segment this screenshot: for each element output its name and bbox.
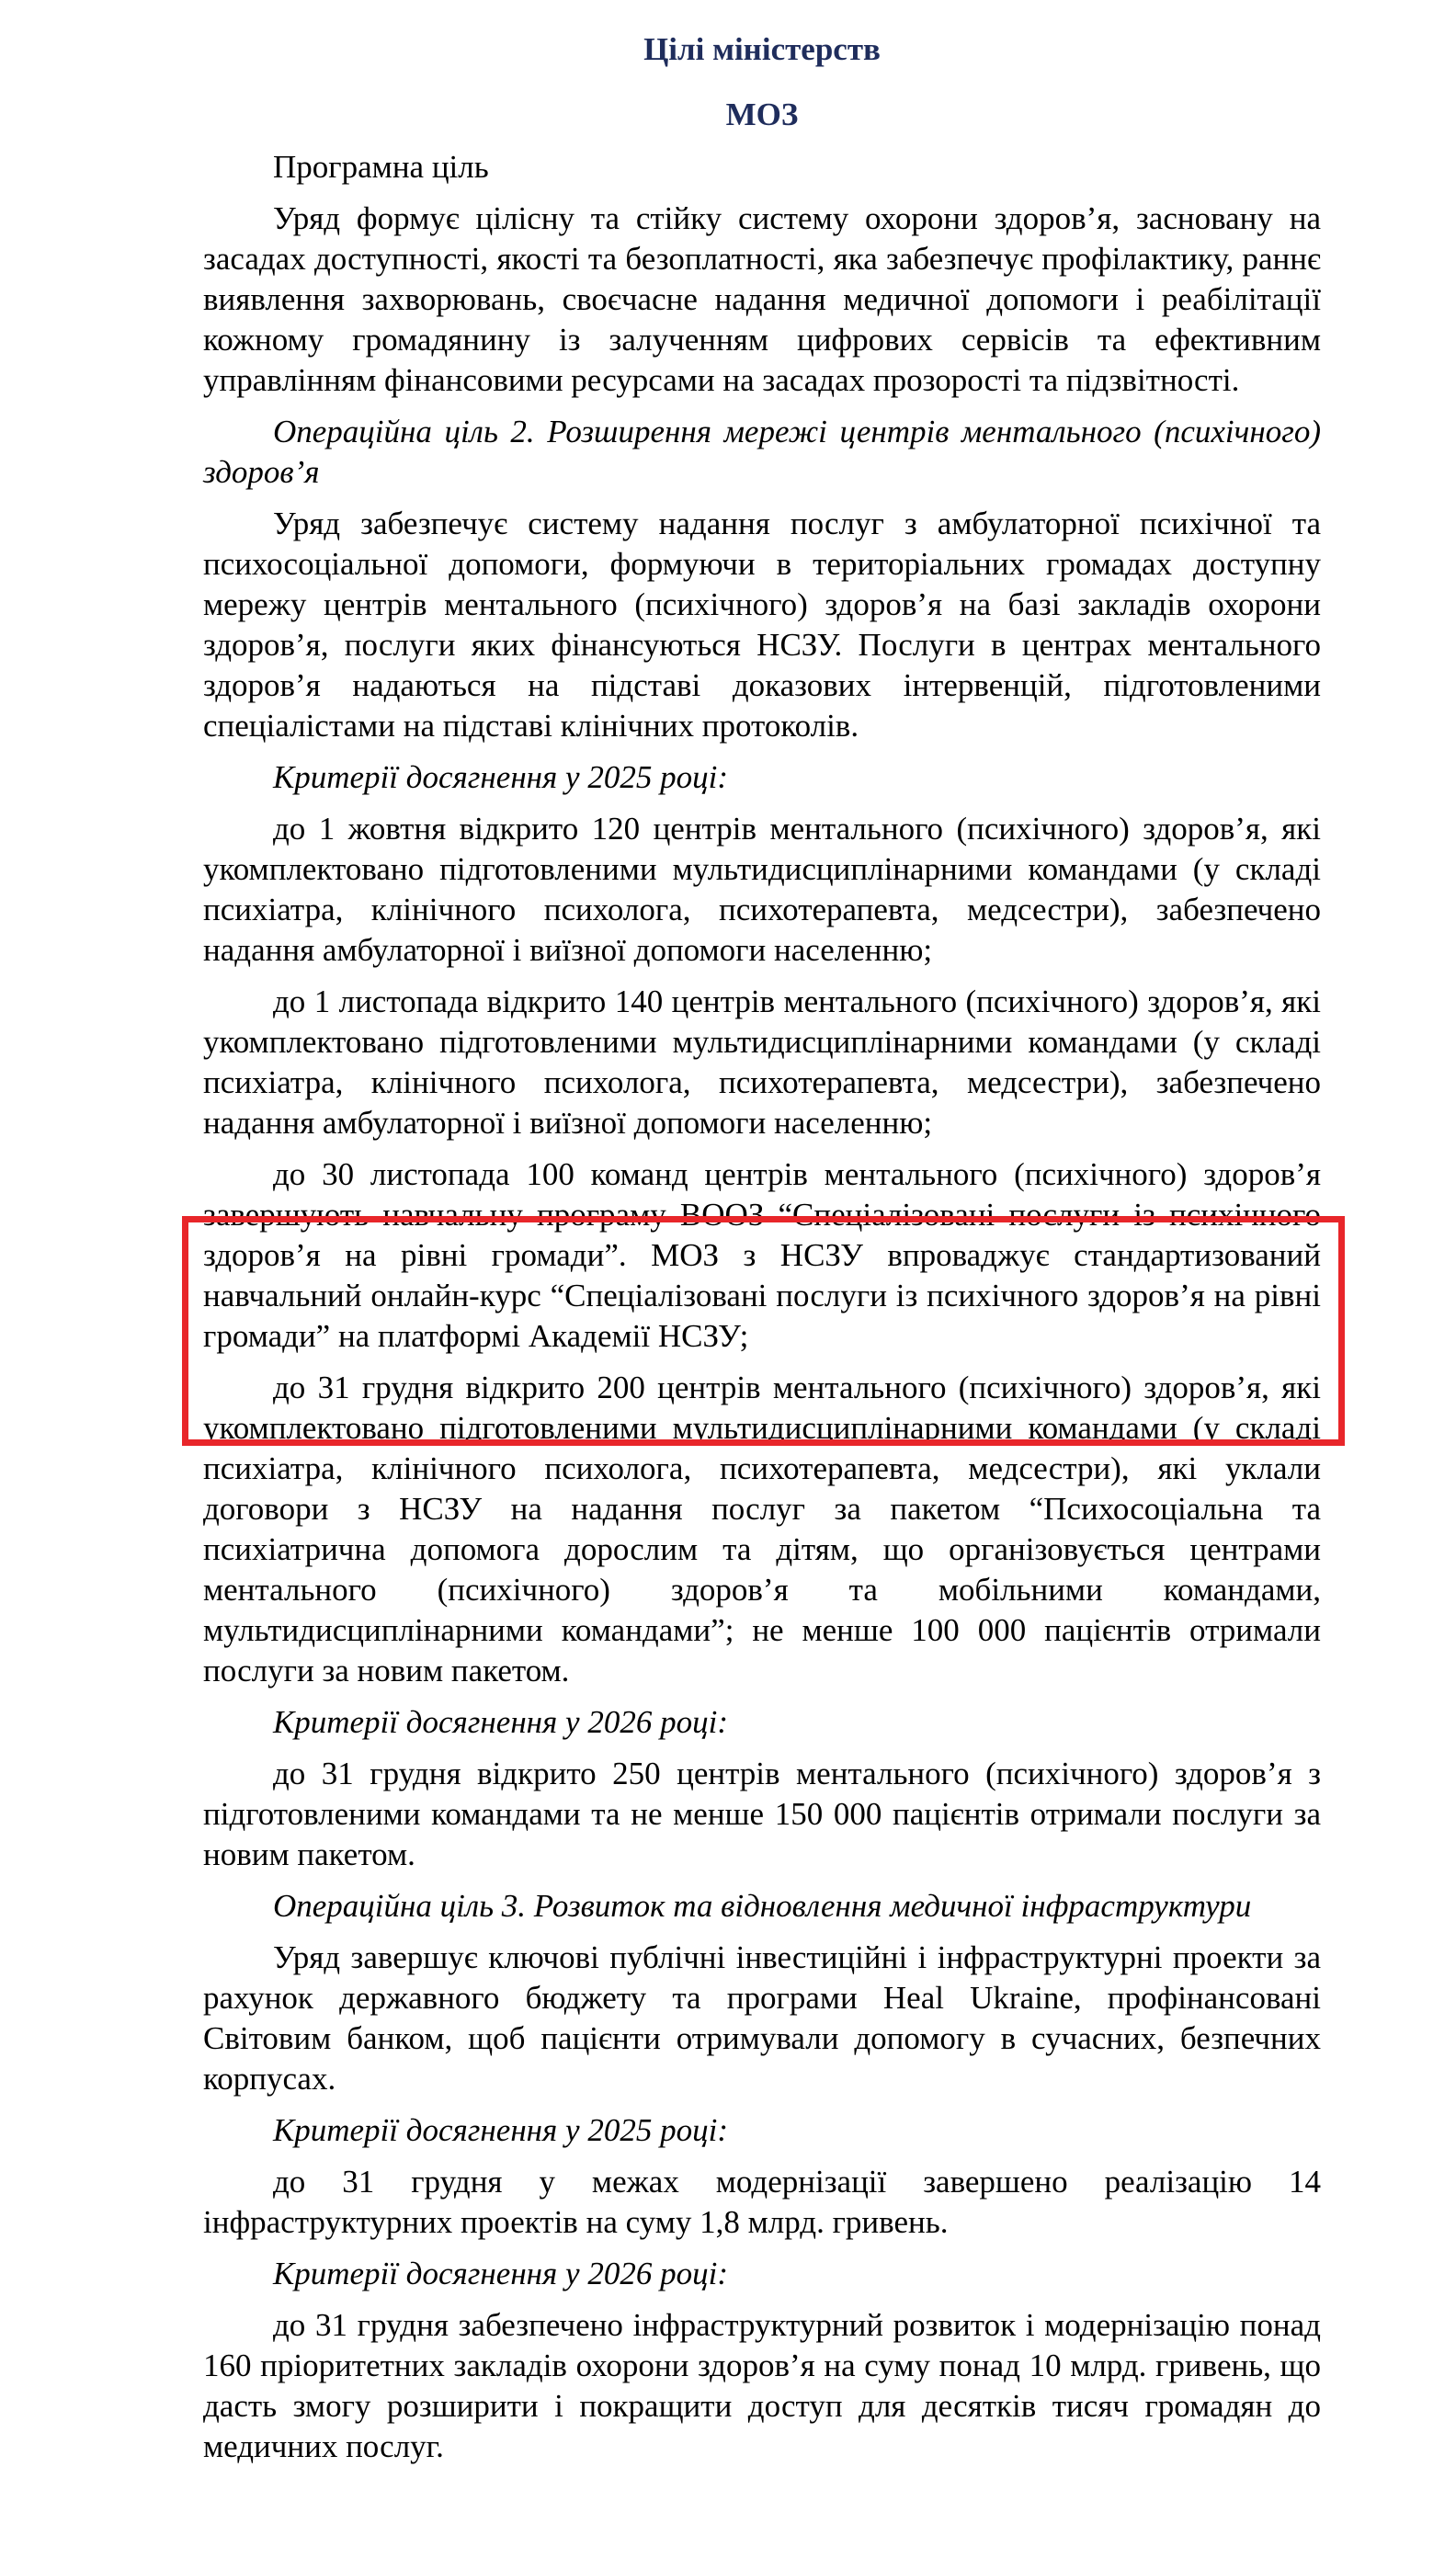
goal2-criteria-2025-item: до 31 грудня відкрито 200 центрів ментального (психічного) здоров’я, які укомплектовано підготовленими мультидисциплінарними командами (у складі психіатра, клінічного психолога, психотерапевта, медсестри), які уклали договори з НСЗУ на надання послуг за пакетом “Психосоціальна та психіатрична допомога дорослим та дітям, що організовується центрами ментального (психічного) здоров’я та мобільними командами, мультидисциплінарними командами”; не менше 100 000 пацієнтів отримали послуги за новим пакетом. [203,1370,1321,1688]
goal3-text: Уряд завершує ключові публічні інвестиційні і інфраструктурні проекти за рахунок державного бюджету та програми Heal Ukraine, профінансовані Світовим банком, щоб пацієнти отримували допомогу в сучасних, безпечних корпусах. [203,1939,1321,2097]
goal2-criteria-2025-item-highlighted: до 30 листопада 100 команд центрів ментального (психічного) здоров’я завершують навчальну програму ВООЗ “Спеціалізовані послуги із психічного здоров’я на рівні громади”. МОЗ з НСЗУ впроваджує стандартизований навчальний онлайн-курс “Спеціалізовані послуги із психічного здоров’я на рівні громади” на платформі Академії НСЗУ; [203,1156,1321,1354]
goal3-criteria-2026-label: Критерії досягнення у 2026 році: [273,2256,728,2291]
goal3-criteria-2026-item: до 31 грудня забезпечено інфраструктурний розвиток і модернізацію понад 160 пріоритетних закладів охорони здоров’я на суму понад 10 млрд. гривень, що дасть змогу розширити і покращити доступ для десятків тисяч громадян до медичних послуг. [203,2307,1321,2464]
program-goal-label: Програмна ціль [273,149,489,185]
goal2-criteria-2025-item: до 1 жовтня відкрито 120 центрів ментального (психічного) здоров’я, які укомплектовано підготовленими мультидисциплінарними командами (у складі психіатра, клінічного психолога, психотерапевта, медсестри), забезпечено надання амбулаторної і виїзної допомоги населенню; [203,811,1321,968]
goal2-criteria-2025-label: Критерії досягнення у 2025 році: [273,759,728,795]
document-body [203,147,1321,2478]
goal3-criteria-2025-item: до 31 грудня у межах модернізації завершено реалізацію 14 інфраструктурних проектів на суму 1,8 млрд. гривень. [203,2164,1321,2240]
goal3-title: Операційна ціль 3. Розвиток та відновлення медичної інфраструктури [273,1888,1252,1924]
page-title: Цілі міністерств [643,31,881,67]
goal2-text: Уряд забезпечує систему надання послуг з амбулаторної психічної та психосоціальної допомоги, формуючи в територіальних громадах доступну мережу центрів ментального (психічного) здоров’я на базі закладів охорони здоров’я, послуги яких фінансуються НСЗУ. Послуги в центрах ментального здоров’я надаються на підставі доказових інтервенцій, підготовленими спеціалістами на підставі клінічних протоколів. [203,506,1321,744]
goal2-criteria-2026-label: Критерії досягнення у 2026 році: [273,1704,728,1740]
goal2-criteria-2025-item: до 1 листопада відкрито 140 центрів ментального (психічного) здоров’я, які укомплектовано підготовленими мультидисциплінарними командами (у складі психіатра, клінічного психолога, психотерапевта, медсестри), забезпечено надання амбулаторної і виїзної допомоги населенню; [203,983,1321,1141]
goal2-criteria-2026-item: до 31 грудня відкрито 250 центрів ментального (психічного) здоров’я з підготовленими командами та не менше 150 000 пацієнтів отримали послуги за новим пакетом. [203,1756,1321,1872]
goal3-criteria-2025-label: Критерії досягнення у 2025 році: [273,2112,728,2148]
ministry-title: МОЗ [725,97,799,132]
goal2-title: Операційна ціль 2. Розширення мережі центрів ментального (психічного) здоров’я [203,414,1321,490]
program-goal-text: Уряд формує цілісну та стійку систему охорони здоров’я, засновану на засадах доступності, якості та безоплатності, яка забезпечує профілактику, раннє виявлення захворювань, своєчасне надання медичної допомоги і реабілітації кожному громадянину із залученням цифрових сервісів та ефективним управлінням фінансовими ресурсами на засадах прозорості та підзвітності. [203,200,1321,398]
